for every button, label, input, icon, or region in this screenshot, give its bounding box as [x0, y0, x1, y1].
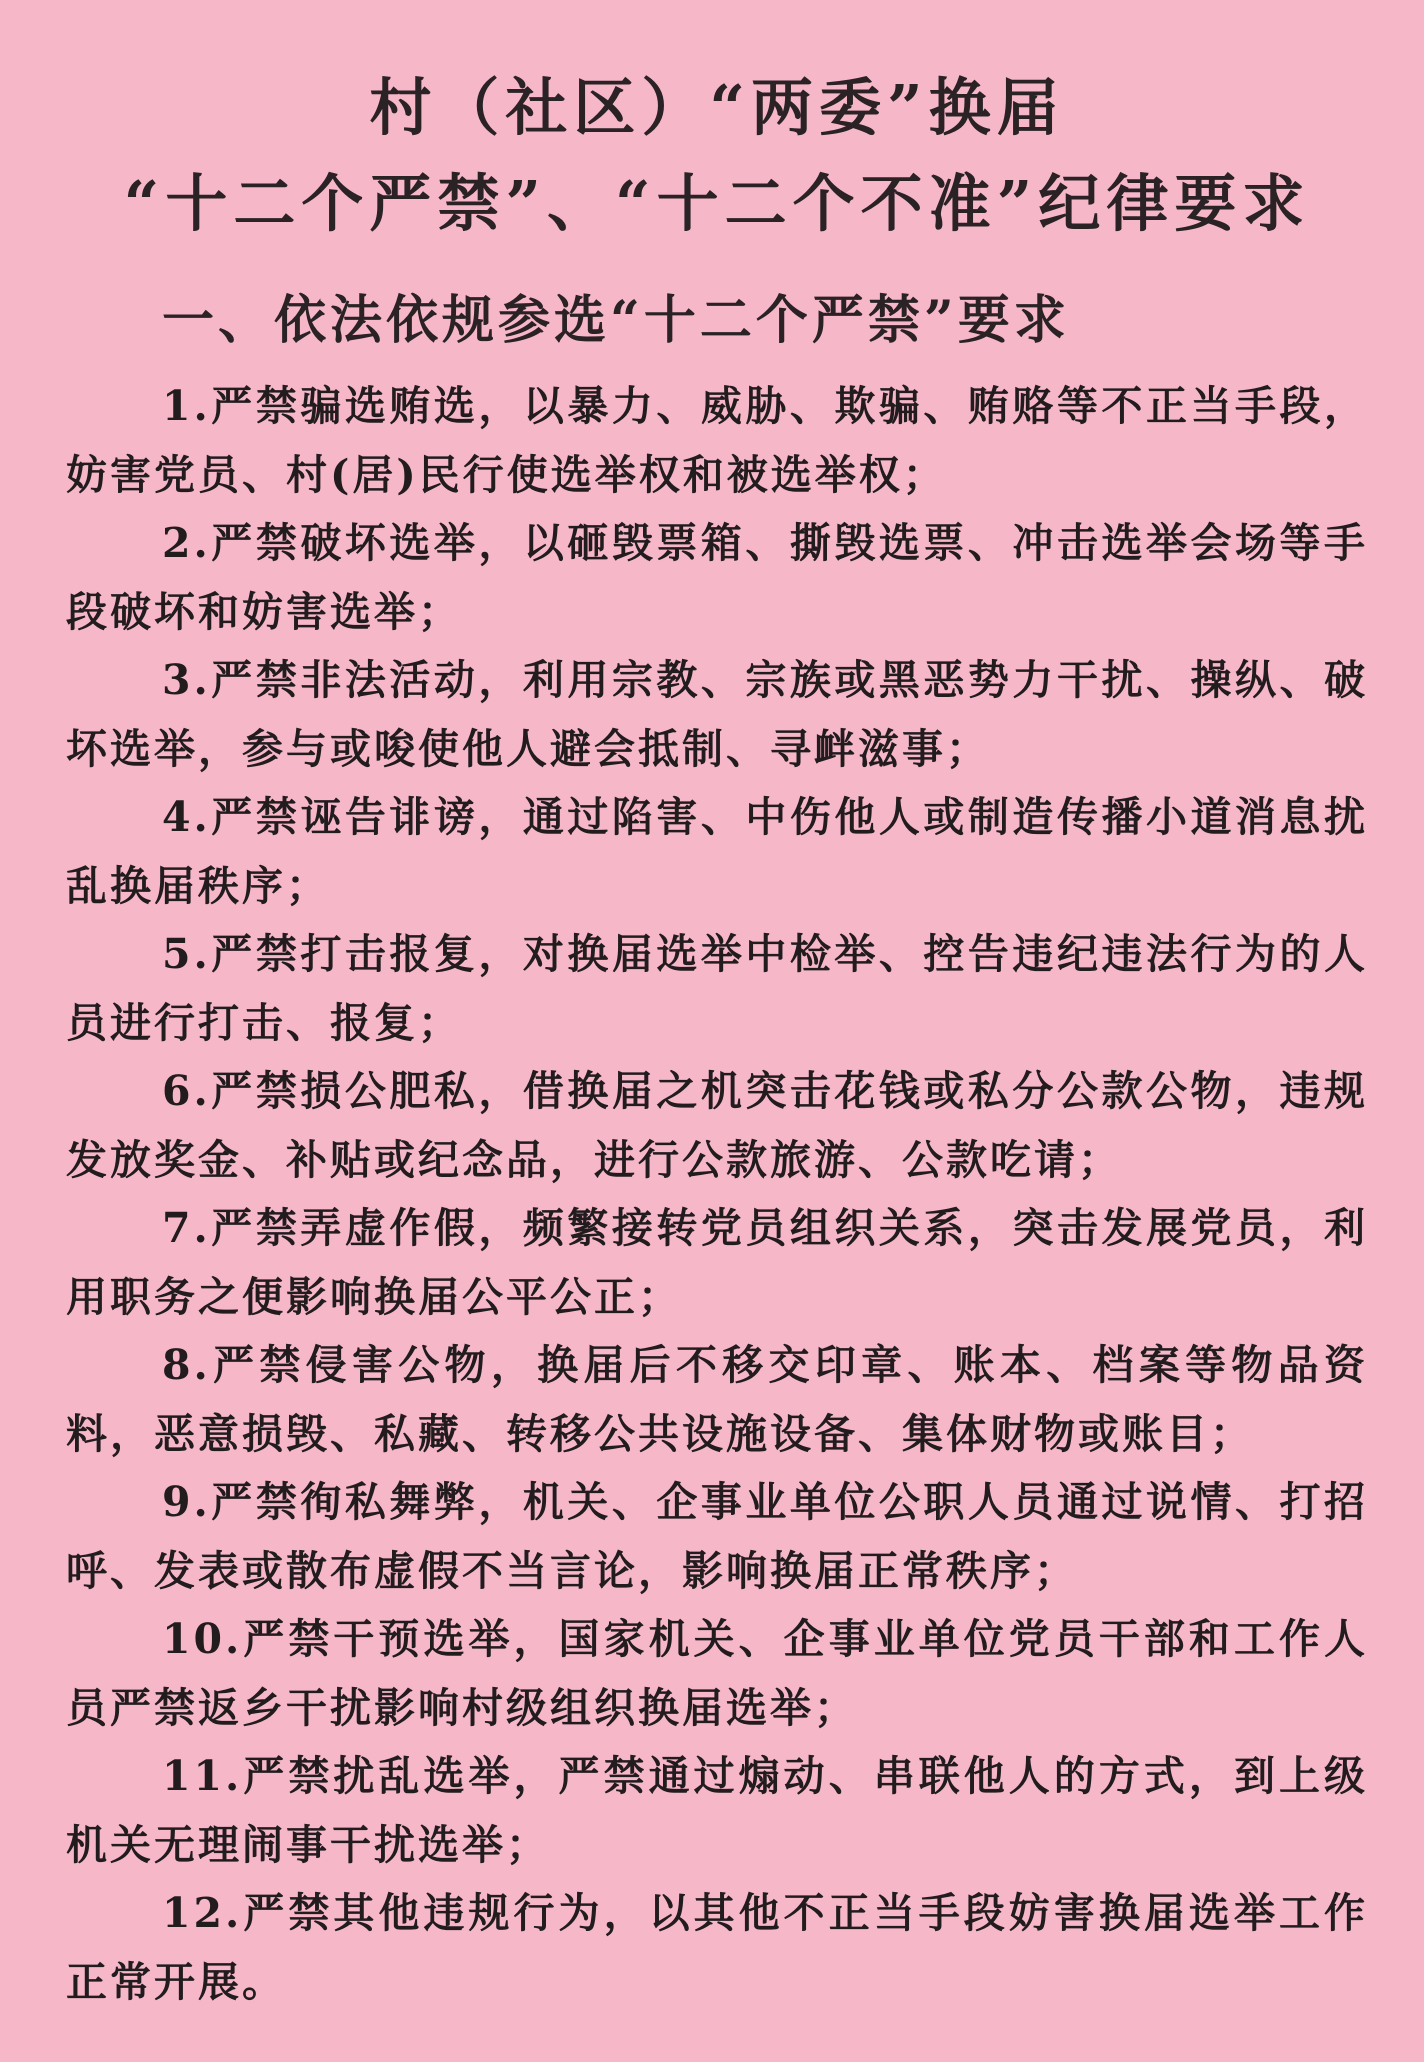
rule-item-12: 12.严禁其他违规行为，以其他不正当手段妨害换届选举工作正常开展。	[66, 1889, 1368, 2006]
title-line-2: “十二个严禁”、“十二个不准”纪律要求	[123, 167, 1311, 240]
rule-item-9: 9.严禁徇私舞弊，机关、企事业单位公职人员通过说情、打招呼、发表或散布虚假不当言论，影响换届正常秩序；	[66, 1478, 1368, 1595]
rule-item-8: 8.严禁侵害公物，换届后不移交印章、账本、档案等物品资料，恶意损毁、私藏、转移公共设施设备、集体财物或账目；	[66, 1341, 1368, 1458]
rule-item-6: 6.严禁损公肥私，借换届之机突击花钱或私分公款公物，违规发放奖金、补贴或纪念品，进行公款旅游、公款吃请；	[66, 1067, 1368, 1184]
rule-item-4: 4.严禁诬告诽谤，通过陷害、中伤他人或制造传播小道消息扰乱换届秩序；	[66, 793, 1368, 910]
rule-item-7: 7.严禁弄虚作假，频繁接转党员组织关系，突击发展党员，利用职务之便影响换届公平公正；	[66, 1204, 1368, 1321]
document-header	[66, 60, 1368, 252]
rule-item-10: 10.严禁干预选举，国家机关、企事业单位党员干部和工作人员严禁返乡干扰影响村级组织换届选举；	[66, 1615, 1368, 1732]
rule-item-2: 2.严禁破坏选举，以砸毁票箱、撕毁选票、冲击选举会场等手段破坏和妨害选举；	[66, 519, 1368, 636]
title-line-1: 村（社区）“两委”换届	[369, 71, 1065, 144]
rule-item-5: 5.严禁打击报复，对换届选举中检举、控告违纪违法行为的人员进行打击、报复；	[66, 930, 1368, 1047]
rule-item-3: 3.严禁非法活动，利用宗教、宗族或黑恶势力干扰、操纵、破坏选举，参与或唆使他人避会抵制、寻衅滋事；	[66, 656, 1368, 773]
section-heading: 一、依法依规参选“十二个严禁”要求	[162, 290, 1070, 351]
rule-item-1: 1.严禁骗选贿选，以暴力、威胁、欺骗、贿赂等不正当手段，妨害党员、村(居)民行使选举权和被选举权；	[66, 382, 1368, 499]
rules-list	[66, 372, 1368, 2016]
rule-item-11: 11.严禁扰乱选举，严禁通过煽动、串联他人的方式，到上级机关无理闹事干扰选举；	[66, 1752, 1368, 1869]
